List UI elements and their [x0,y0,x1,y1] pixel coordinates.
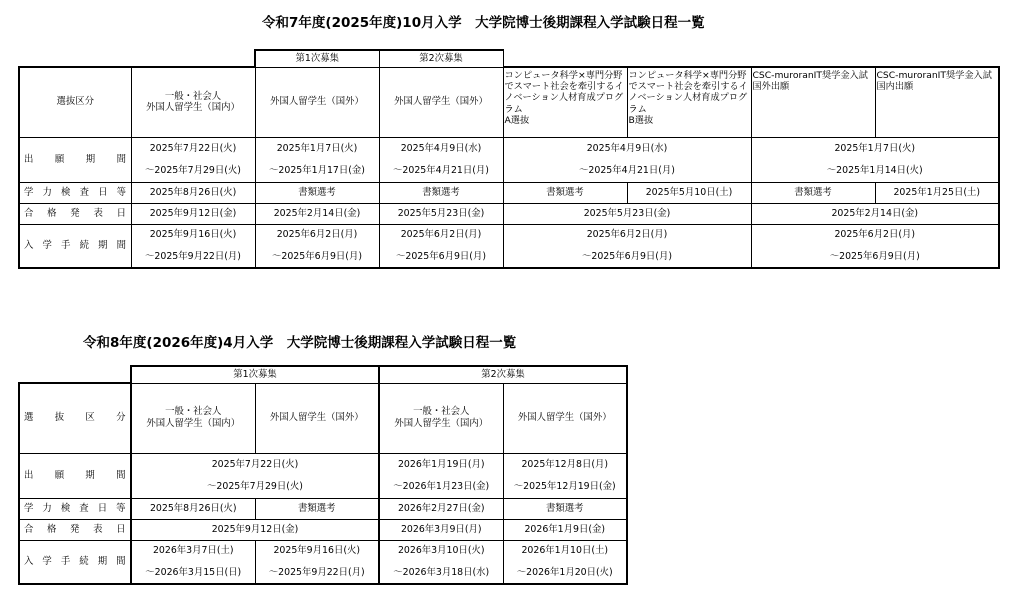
exam-c3: 書類選考 [379,182,503,203]
exam-c1-2026: 2025年8月26日(火) [131,498,255,519]
col-intl-abroad-r1: 外国人留学生（国外） [255,67,379,137]
apply-c1: 2025年7月22日(火) ～2025年7月29日(火) [131,137,255,182]
col-csc-domestic: CSC-muroranIT奨学金入試 国内出願 [875,67,999,137]
col-cs-program-a: コンピュータ科学×専門分野でスマート社会を牽引するイノベーション人材育成プログラム A選抜 [503,67,627,137]
row-label-exam: 学力検査日等 [19,182,131,203]
apply-c67: 2025年1月7日(火) ～2025年1月14日(火) [751,137,999,182]
selection-label-2026: 選抜区分 [19,383,131,453]
exam-c4: 書類選考 [503,182,627,203]
enroll-c2-2026: 2025年9月16日(火) ～2025年9月22日(月) [255,540,379,584]
apply-c2: 2025年1月7日(火) ～2025年1月17日(金) [255,137,379,182]
enroll-c4-2026: 2026年1月10日(土) ～2026年1月20日(火) [503,540,627,584]
row-label-enroll: 入学手続期間 [19,224,131,268]
announce-c1: 2025年9月12日(金) [131,203,255,224]
col-csc-abroad: CSC-muroranIT奨学金入試 国外出願 [751,67,875,137]
row-label-apply-2026: 出願期間 [19,453,131,498]
apply-c3-2026: 2026年1月19日(月) ～2026年1月23日(金) [379,453,503,498]
round1-header-2026: 第1次募集 [131,366,379,383]
selection-label: 選抜区分 [19,67,131,137]
announce-c67: 2025年2月14日(金) [751,203,999,224]
exam-c7: 2025年1月25日(土) [875,182,999,203]
col-intl-abroad-r2: 外国人留学生（国外） [503,383,627,453]
row-label-announce-2026: 合格発表日 [19,519,131,540]
exam-c2: 書類選考 [255,182,379,203]
schedule-table-2025-oct [18,49,1000,269]
exam-c1: 2025年8月26日(火) [131,182,255,203]
announce-c2: 2025年2月14日(金) [255,203,379,224]
col-intl-abroad-r2: 外国人留学生（国外） [379,67,503,137]
page-title-2025: 令和7年度(2025年度)10月入学 大学院博士後期課程入学試験日程一覧 [262,15,705,31]
row-label-enroll-2026: 入学手続期間 [19,540,131,584]
col-general-r2: 一般・社会人 外国人留学生（国内） [379,383,503,453]
enroll-c1: 2025年9月16日(火) ～2025年9月22日(月) [131,224,255,268]
exam-c4-2026: 書類選考 [503,498,627,519]
announce-c3: 2025年5月23日(金) [379,203,503,224]
round1-header: 第1次募集 [255,50,379,67]
round2-header: 第2次募集 [379,50,503,67]
announce-c3-2026: 2026年3月9日(月) [379,519,503,540]
exam-c2-2026: 書類選考 [255,498,379,519]
announce-c4-2026: 2026年1月9日(金) [503,519,627,540]
apply-c45: 2025年4月9日(水) ～2025年4月21日(月) [503,137,751,182]
row-label-announce: 合格発表日 [19,203,131,224]
col-intl-abroad-r1: 外国人留学生（国外） [255,383,379,453]
exam-c5: 2025年5月10日(土) [627,182,751,203]
apply-c12-2026: 2025年7月22日(火) ～2025年7月29日(火) [131,453,379,498]
exam-c6: 書類選考 [751,182,875,203]
exam-c3-2026: 2026年2月27日(金) [379,498,503,519]
enroll-c45: 2025年6月2日(月) ～2025年6月9日(月) [503,224,751,268]
schedule-table-2026-apr [18,365,628,585]
row-label-exam-2026: 学力検査日等 [19,498,131,519]
enroll-c2: 2025年6月2日(月) ～2025年6月9日(月) [255,224,379,268]
enroll-c3: 2025年6月2日(月) ～2025年6月9日(月) [379,224,503,268]
enroll-c3-2026: 2026年3月10日(火) ～2026年3月18日(水) [379,540,503,584]
col-cs-program-b: コンピュータ科学×専門分野でスマート社会を牽引するイノベーション人材育成プログラム B選抜 [627,67,751,137]
col-general-r1: 一般・社会人 外国人留学生（国内） [131,383,255,453]
enroll-c1-2026: 2026年3月7日(土) ～2026年3月15日(日) [131,540,255,584]
announce-c45: 2025年5月23日(金) [503,203,751,224]
enroll-c67: 2025年6月2日(月) ～2025年6月9日(月) [751,224,999,268]
row-label-apply: 出願期間 [19,137,131,182]
page-title-2026: 令和8年度(2026年度)4月入学 大学院博士後期課程入学試験日程一覧 [83,335,517,351]
announce-c12-2026: 2025年9月12日(金) [131,519,379,540]
round2-header-2026: 第2次募集 [379,366,627,383]
apply-c4-2026: 2025年12月8日(月) ～2025年12月19日(金) [503,453,627,498]
col-general: 一般・社会人 外国人留学生（国内） [131,67,255,137]
apply-c3: 2025年4月9日(水) ～2025年4月21日(月) [379,137,503,182]
